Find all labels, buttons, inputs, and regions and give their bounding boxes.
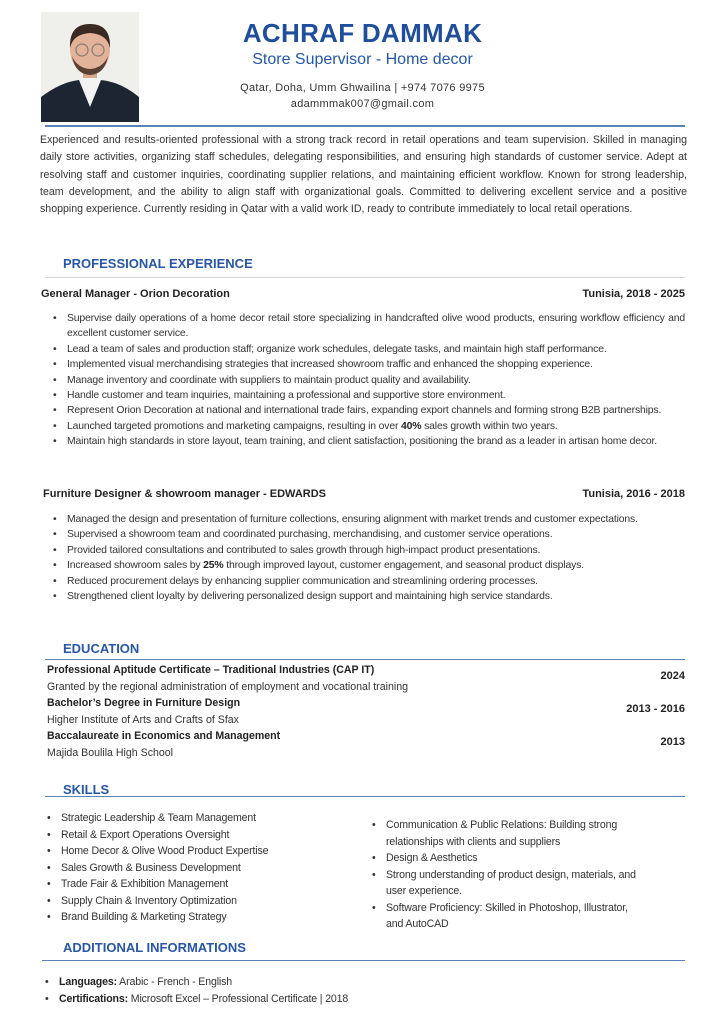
education-date: 2024 <box>660 670 685 682</box>
job-entry <box>41 288 685 450</box>
skill-item: • Brand Building & Marketing Strategy <box>41 909 341 926</box>
bullet: • Represent Orion Decoration at national and international trade fairs, expanding export channels and forming strong B2B partnerships. <box>47 403 685 418</box>
job-header <box>43 488 685 500</box>
job-bullets <box>47 311 685 450</box>
divider <box>42 960 685 961</box>
profile-summary: Experienced and results-oriented professional with a strong track record in retail operations and team supervision. Skilled in managing daily store activities, organizing staff schedules, delegating responsibilities, and ensuring high standards of customer service. Adept at resolving staff and customer inquiries, coordinating supplier relations, and maintaining efficient workflow. Known for strong leadership, team development, and the ability to align staff with organizational goals. Committed to delivering excellent service and a positive shopping experience. Currently residing in Qatar with a valid work ID, ready to contribute immediately to local retail operations. <box>40 134 687 216</box>
skill-item: • Retail & Export Operations Oversight <box>41 827 341 844</box>
additional-list <box>39 974 639 1007</box>
divider <box>45 659 685 660</box>
skill-item: • Strategic Leadership & Team Management <box>41 810 341 827</box>
skill-item: • Trade Fair & Exhibition Management <box>41 876 341 893</box>
education-date: 2013 - 2016 <box>626 703 685 715</box>
bullet: • Maintain high standards in store layout, team training, and client satisfaction, positioning the brand as a leader in artisan home decor. <box>47 434 685 449</box>
skill-item: • Sales Growth & Business Development <box>41 860 341 877</box>
divider <box>45 277 685 278</box>
bullet: • Increased showroom sales by 25% through improved layout, customer engagement, and seasonal product displays. <box>47 558 685 573</box>
skills-left <box>41 810 341 926</box>
education-item <box>47 728 685 761</box>
education-item <box>47 662 685 695</box>
skill-item: • Communication & Public Relations: Building strong relationships with clients and suppliers <box>366 817 636 850</box>
job-role: General Manager - Orion Decoration <box>41 288 230 300</box>
skill-item: • Design & Aesthetics <box>366 850 636 867</box>
skills-right <box>366 817 636 933</box>
institution: Majida Boulila High School <box>47 746 174 759</box>
header-divider <box>45 125 685 127</box>
job-place-date: Tunisia, 2018 - 2025 <box>582 288 685 300</box>
degree: Bachelor’s Degree in Furniture Design <box>47 697 241 709</box>
bullet: • Supervise daily operations of a home decor retail store specializing in handcrafted olive wood products, ensuring workflow efficiency and excellent customer service. <box>47 311 685 342</box>
skill-item: • Software Proficiency: Skilled in Photoshop, Illustrator, and AutoCAD <box>366 900 636 933</box>
bullet: • Handle customer and team inquiries, maintaining a professional and supportive store environment. <box>47 388 685 403</box>
section-heading-additional: ADDITIONAL INFORMATIONS <box>63 940 246 955</box>
bullet: • Manage inventory and coordinate with suppliers to maintain product quality and availability. <box>47 373 685 388</box>
skill-item: • Strong understanding of product design, materials, and user experience. <box>366 867 636 900</box>
job-header <box>41 288 685 300</box>
job-role: Furniture Designer & showroom manager - EDWARDS <box>43 488 326 500</box>
job-bullets <box>47 512 685 604</box>
skill-item: • Home Decor & Olive Wood Product Expertise <box>41 843 341 860</box>
candidate-name: ACHRAF DAMMAK <box>242 18 483 48</box>
education-item <box>47 695 685 728</box>
education-date: 2013 <box>660 736 685 748</box>
degree: Professional Aptitude Certificate – Traditional Industries (CAP IT) <box>47 664 375 676</box>
job-place-date: Tunisia, 2016 - 2018 <box>582 488 685 500</box>
job-title: Store Supervisor - Home decor <box>252 51 473 68</box>
profile-photo <box>41 12 139 122</box>
bullet: • Implemented visual merchandising strategies that increased showroom traffic and enhanced the shopping experience. <box>47 357 685 372</box>
contact-line: Qatar, Doha, Umm Ghwailina | +974 7076 9975 <box>240 82 485 94</box>
bullet: • Provided tailored consultations and contributed to sales growth through high-impact product presentations. <box>47 543 685 558</box>
job-entry <box>43 488 685 604</box>
contact-info <box>140 80 585 112</box>
email[interactable]: adammmak007@gmail.com <box>290 98 435 110</box>
section-heading-education: EDUCATION <box>63 641 140 656</box>
bullet: • Lead a team of sales and production staff; organize work schedules, delegate tasks, and maintain high staff performance. <box>47 342 685 357</box>
institution: Higher Institute of Arts and Crafts of Sfax <box>47 713 239 726</box>
section-heading-experience: PROFESSIONAL EXPERIENCE <box>63 256 253 271</box>
institution: Granted by the regional administration of employment and vocational training <box>47 680 408 693</box>
certifications-item: • Certifications: Microsoft Excel – Professional Certificate | 2018 <box>39 991 639 1008</box>
languages-item: • Languages: Arabic - French - English <box>39 974 639 991</box>
bullet: • Supervised a showroom team and coordinated purchasing, merchandising, and customer service operations. <box>47 527 685 542</box>
section-heading-skills: SKILLS <box>63 782 110 797</box>
bullet: • Managed the design and presentation of furniture collections, ensuring alignment with market trends and customer expectations. <box>47 512 685 527</box>
bullet: • Launched targeted promotions and marketing campaigns, resulting in over 40% sales growth within two years. <box>47 419 685 434</box>
divider <box>45 796 685 797</box>
bullet: • Strengthened client loyalty by delivering personalized design support and maintaining high service standards. <box>47 589 685 604</box>
degree: Baccalaureate in Economics and Management <box>47 730 281 742</box>
bullet: • Reduced procurement delays by enhancing supplier communication and streamlining ordering processes. <box>47 574 685 589</box>
skill-item: • Supply Chain & Inventory Optimization <box>41 893 341 910</box>
education-list <box>47 662 685 761</box>
